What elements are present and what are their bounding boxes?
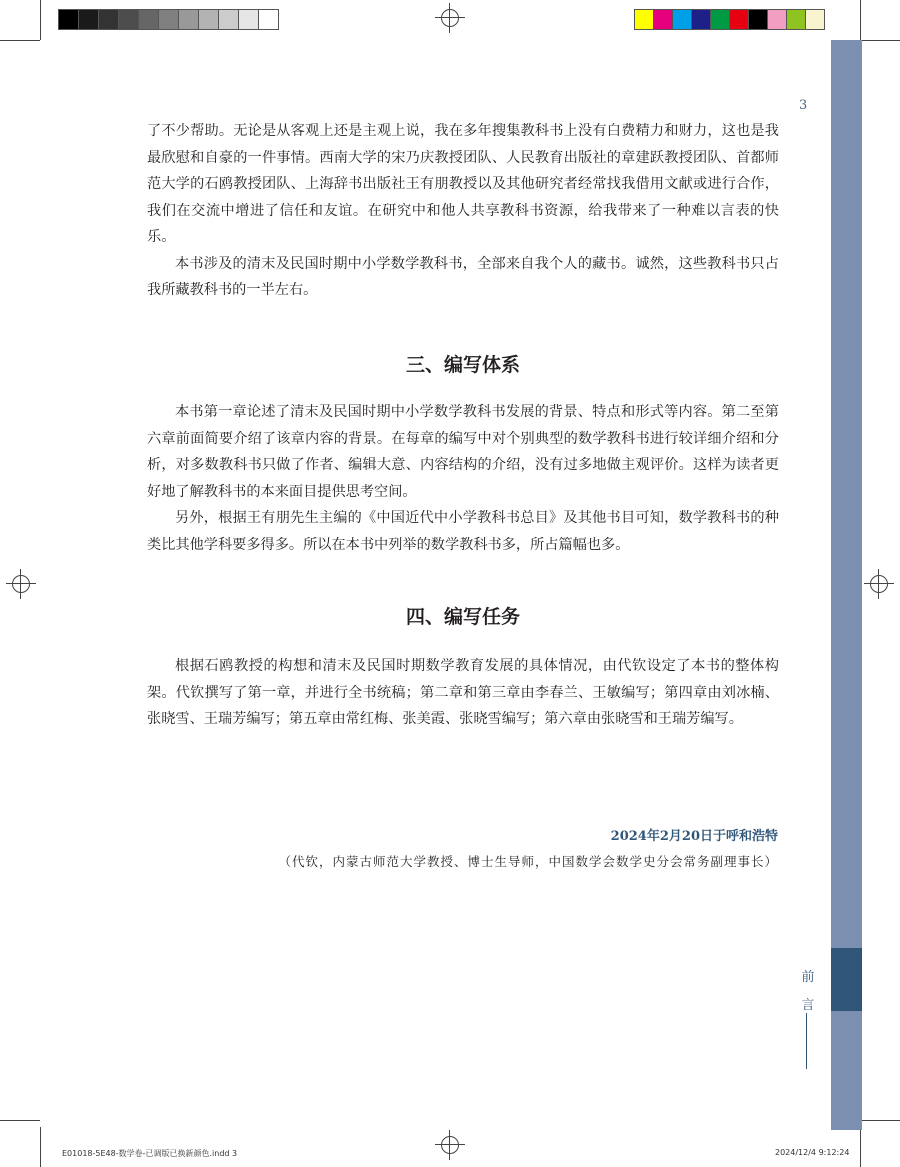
color-swatch	[692, 9, 711, 30]
grey-swatch	[58, 9, 79, 30]
crop-mark	[0, 1120, 40, 1121]
crop-mark	[860, 0, 861, 40]
paragraph: 本书第一章论述了清末及民国时期中小学数学教科书发展的背景、特点和形式等内容。第二至第六章前面简要介绍了该章内容的背景。在每章的编写中对个别典型的数学教科书进行较详细介绍和分析，对多数教科书只做了作者、编辑大意、内容结构的介绍，没有过多地做主观评价。这样为读者更好地了解教科书的本来面目提供思考空间。	[147, 404, 779, 500]
slug-timestamp: 2024/12/4 9:12:24	[775, 1148, 850, 1157]
color-swatch	[730, 9, 749, 30]
crop-mark	[860, 40, 900, 41]
crop-mark	[0, 40, 40, 41]
section-tab-label-1: 前	[801, 970, 815, 985]
paragraph: 另外，根据王有朋先生主编的《中国近代中小学教科书总目》及其他书目可知，数学教科书的种类比其他学科要多得多。所以在本书中列举的数学教科书多，所占篇幅也多。	[147, 510, 779, 553]
section-body	[147, 399, 779, 558]
intro-continuation	[147, 118, 779, 304]
section-tab-rule	[806, 1013, 807, 1069]
paragraph: 根据石鸥教授的构想和清末及民国时期数学教育发展的具体情况，由代钦设定了本书的整体构架。代钦撰写了第一章，并进行全书统稿；第二章和第三章由李春兰、王敏编写；第四章由刘冰楠、张晓雪、王瑞芳编写；第五章由常红梅、张美霞、张晓雪编写；第六章由张晓雪和王瑞芳编写。	[147, 658, 779, 727]
color-swatch	[634, 9, 654, 30]
signature-date-place: 2024年2月20日于呼和浩特	[610, 829, 778, 844]
color-swatch	[711, 9, 730, 30]
grey-scale-bar	[58, 9, 279, 30]
section-body	[147, 653, 779, 733]
color-swatch	[806, 9, 825, 30]
color-swatch	[673, 9, 692, 30]
grey-swatch	[79, 9, 99, 30]
paragraph: 了不少帮助。无论是从客观上还是主观上说，我在多年搜集教科书上没有白费精力和财力，这也是我最欣慰和自豪的一件事情。西南大学的宋乃庆教授团队、人民教育出版社的章建跃教授团队、首都师范大学的石鸥教授团队、上海辞书出版社王有朋教授以及其他研究者经常找我借用文献或进行合作，我们在交流中增进了信任和友谊。在研究中和他人共享教科书资源，给我带来了一种难以言表的快乐。	[147, 123, 779, 245]
crop-mark	[40, 0, 41, 40]
registration-mark	[435, 3, 465, 33]
section-heading: 四、编写任务	[405, 606, 520, 628]
grey-swatch	[259, 9, 279, 30]
registration-mark	[435, 1130, 465, 1160]
section-heading: 三、编写体系	[405, 354, 520, 376]
registration-mark	[6, 569, 36, 599]
grey-swatch	[199, 9, 219, 30]
signature-author: （代钦，内蒙古师范大学教授、博士生导师，中国数学会数学史分会常务副理事长）	[278, 854, 778, 869]
color-swatch	[768, 9, 787, 30]
grey-swatch	[179, 9, 199, 30]
page-number: 3	[799, 98, 808, 113]
crop-mark	[860, 1127, 861, 1167]
color-swatch	[749, 9, 768, 30]
grey-swatch	[119, 9, 139, 30]
crop-mark	[40, 1127, 41, 1167]
color-swatch	[654, 9, 673, 30]
grey-swatch	[139, 9, 159, 30]
slug-filename: E01018-5E48-数学卷-已调版已换新颜色.indd 3	[62, 1149, 238, 1158]
color-control-bar	[634, 9, 825, 30]
registration-mark	[864, 569, 894, 599]
grey-swatch	[239, 9, 259, 30]
grey-swatch	[99, 9, 119, 30]
section-tab-label-2: 言	[801, 998, 815, 1013]
section-tab	[831, 948, 862, 1011]
color-swatch	[787, 9, 806, 30]
crop-mark	[860, 1120, 900, 1121]
grey-swatch	[219, 9, 239, 30]
grey-swatch	[159, 9, 179, 30]
paragraph: 本书涉及的清末及民国时期中小学数学教科书，全部来自我个人的藏书。诚然，这些教科书只占我所藏教科书的一半左右。	[147, 255, 779, 298]
